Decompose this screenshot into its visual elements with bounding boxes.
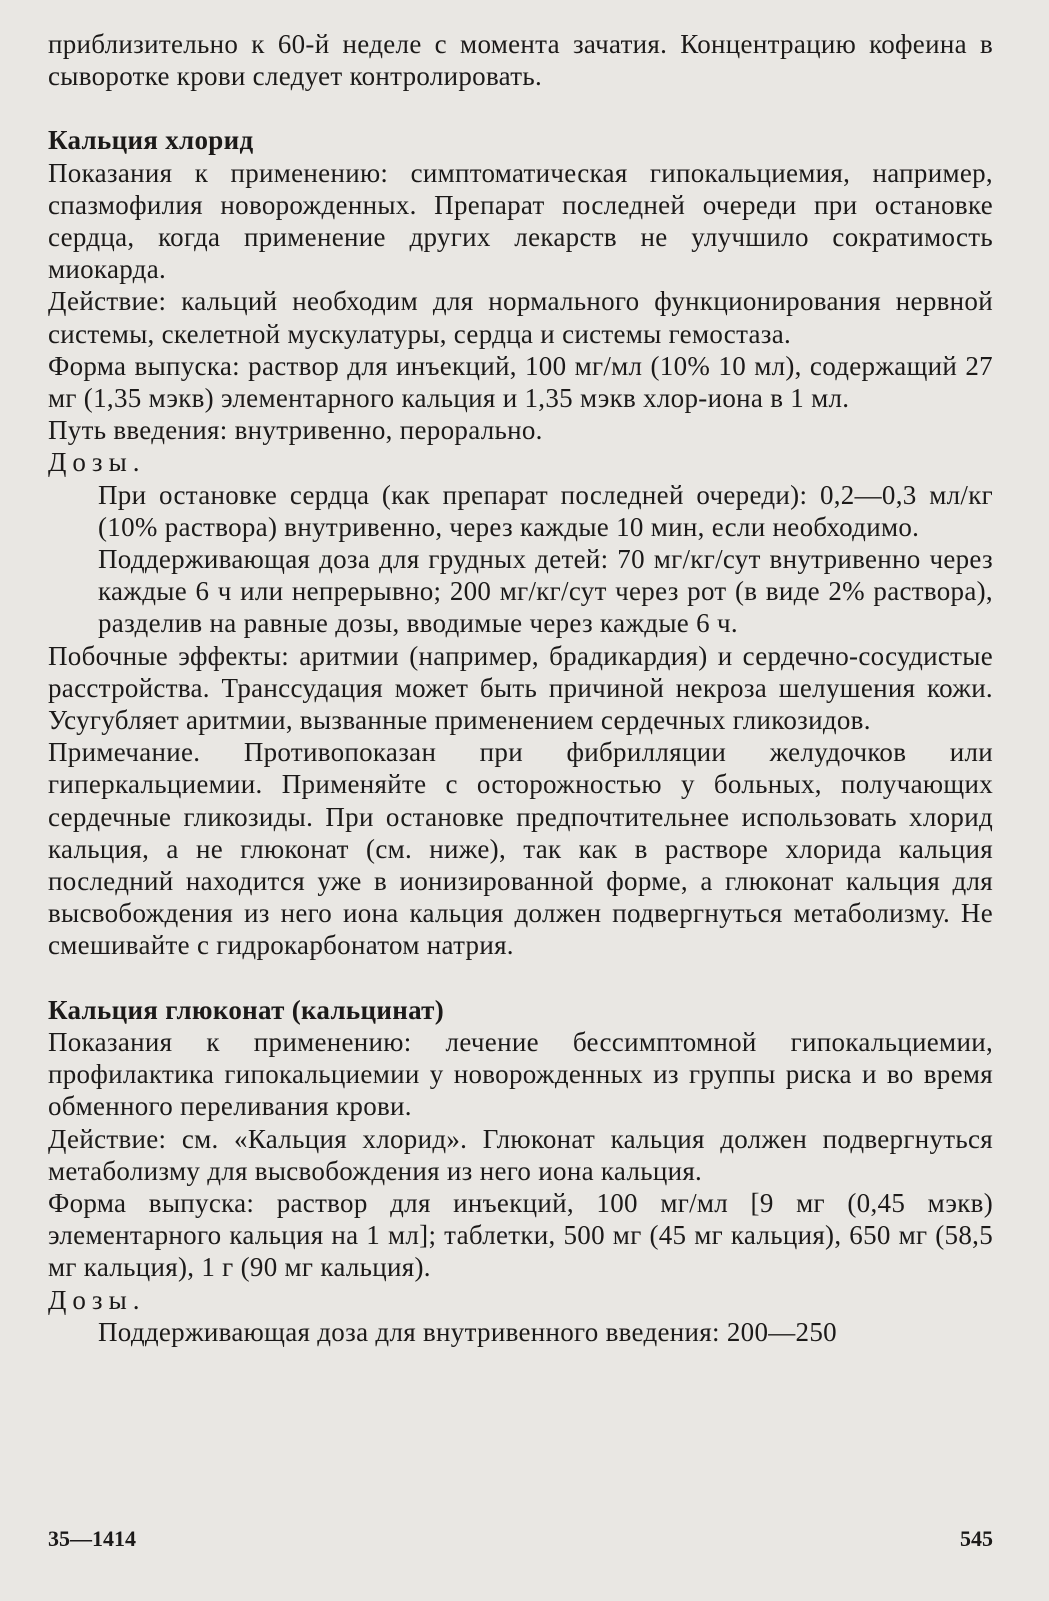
section-gap [48, 92, 993, 124]
dose-cardiac-arrest: При остановке сердца (как препарат последней очереди): 0,2—0,3 мл/кг (10% раствора) внутривенно, через каждые 10 мин, если необходимо. [98, 479, 993, 542]
continuation-paragraph: приблизительно к 60-й неделе с момента зачатия. Концентрацию кофеина в сыворотке крови следует контролировать. [48, 29, 993, 92]
page-body [48, 28, 993, 1348]
section-gap [48, 962, 993, 994]
indications-paragraph: Показания к применению: лечение бессимптомной гипокальциемии, профилактика гипокальциемии у новорожденных из группы риска и во время обменного переливания крови. [48, 1026, 993, 1122]
section-title-calcium-chloride: Кальция хлорид [48, 125, 254, 156]
doses-label: Дозы. [48, 1284, 146, 1315]
form-paragraph: Форма выпуска: раствор для инъекций, 100 мг/мл [9 мг (0,45 мэкв) элементарного кальция на 1 мл]; таблетки, 500 мг (45 мг кальция), 650 мг (58,5 мг кальция), 1 г (90 мг кальция). [48, 1187, 993, 1283]
route-paragraph: Путь введения: внутривенно, перорально. [48, 415, 543, 446]
action-paragraph: Действие: кальций необходим для нормального функционирования нервной системы, скелетной мускулатуры, сердца и системы гемостаза. [48, 286, 993, 349]
action-paragraph: Действие: см. «Кальция хлорид». Глюконат кальция должен подвергнуться метаболизму для высвобождения из него иона кальция. [48, 1123, 993, 1186]
indications-paragraph: Показания к применению: симптоматическая гипокальциемия, например, спазмофилия новорожденных. Препарат последней очереди при остановке сердца, когда применение других лекарств не улучшило сократимость миокарда. [48, 157, 993, 285]
note-paragraph: Примечание. Противопоказан при фибрилляции желудочков или гиперкальциемии. Применяйте с осторожностью у больных, получающих сердечные гликозиды. При остановке предпочтительнее использовать хлорид кальция, а не глюконат (см. ниже), так как в растворе хлорида кальция последний находится уже в ионизированной форме, а глюконат кальция для высвобождения из него иона кальция должен подвергнуться метаболизму. Не смешивайте с гидрокарбонатом натрия. [48, 737, 993, 961]
side-effects-paragraph: Побочные эффекты: аритмии (например, брадикардия) и сердечно-сосудистые расстройства. Транссудация может быть причиной некроза шелушения кожи. Усугубляет аритмии, вызванные применением сердечных гликозидов. [48, 640, 993, 736]
page-number: 545 [960, 1526, 993, 1551]
section-title-calcium-gluconate: Кальция глюконат (кальцинат) [48, 994, 445, 1025]
dose-maintenance-infants: Поддерживающая доза для грудных детей: 70 мг/кг/сут внутривенно через каждые 6 ч или непрерывно; 200 мг/кг/сут через рот (в виде 2% раствора), разделив на равные дозы, вводимые через каждые 6 ч. [98, 544, 993, 639]
form-paragraph: Форма выпуска: раствор для инъекций, 100 мг/мл (10% 10 мл), содержащий 27 мг (1,35 мэкв) элементарного кальция и 1,35 мэкв хлор-иона в 1 мл. [48, 350, 993, 414]
doses-label: Дозы. [48, 447, 146, 478]
dose-maintenance-iv: Поддерживающая доза для внутривенного введения: 200—250 [98, 1316, 837, 1347]
signature-mark: 35—1414 [48, 1526, 136, 1551]
